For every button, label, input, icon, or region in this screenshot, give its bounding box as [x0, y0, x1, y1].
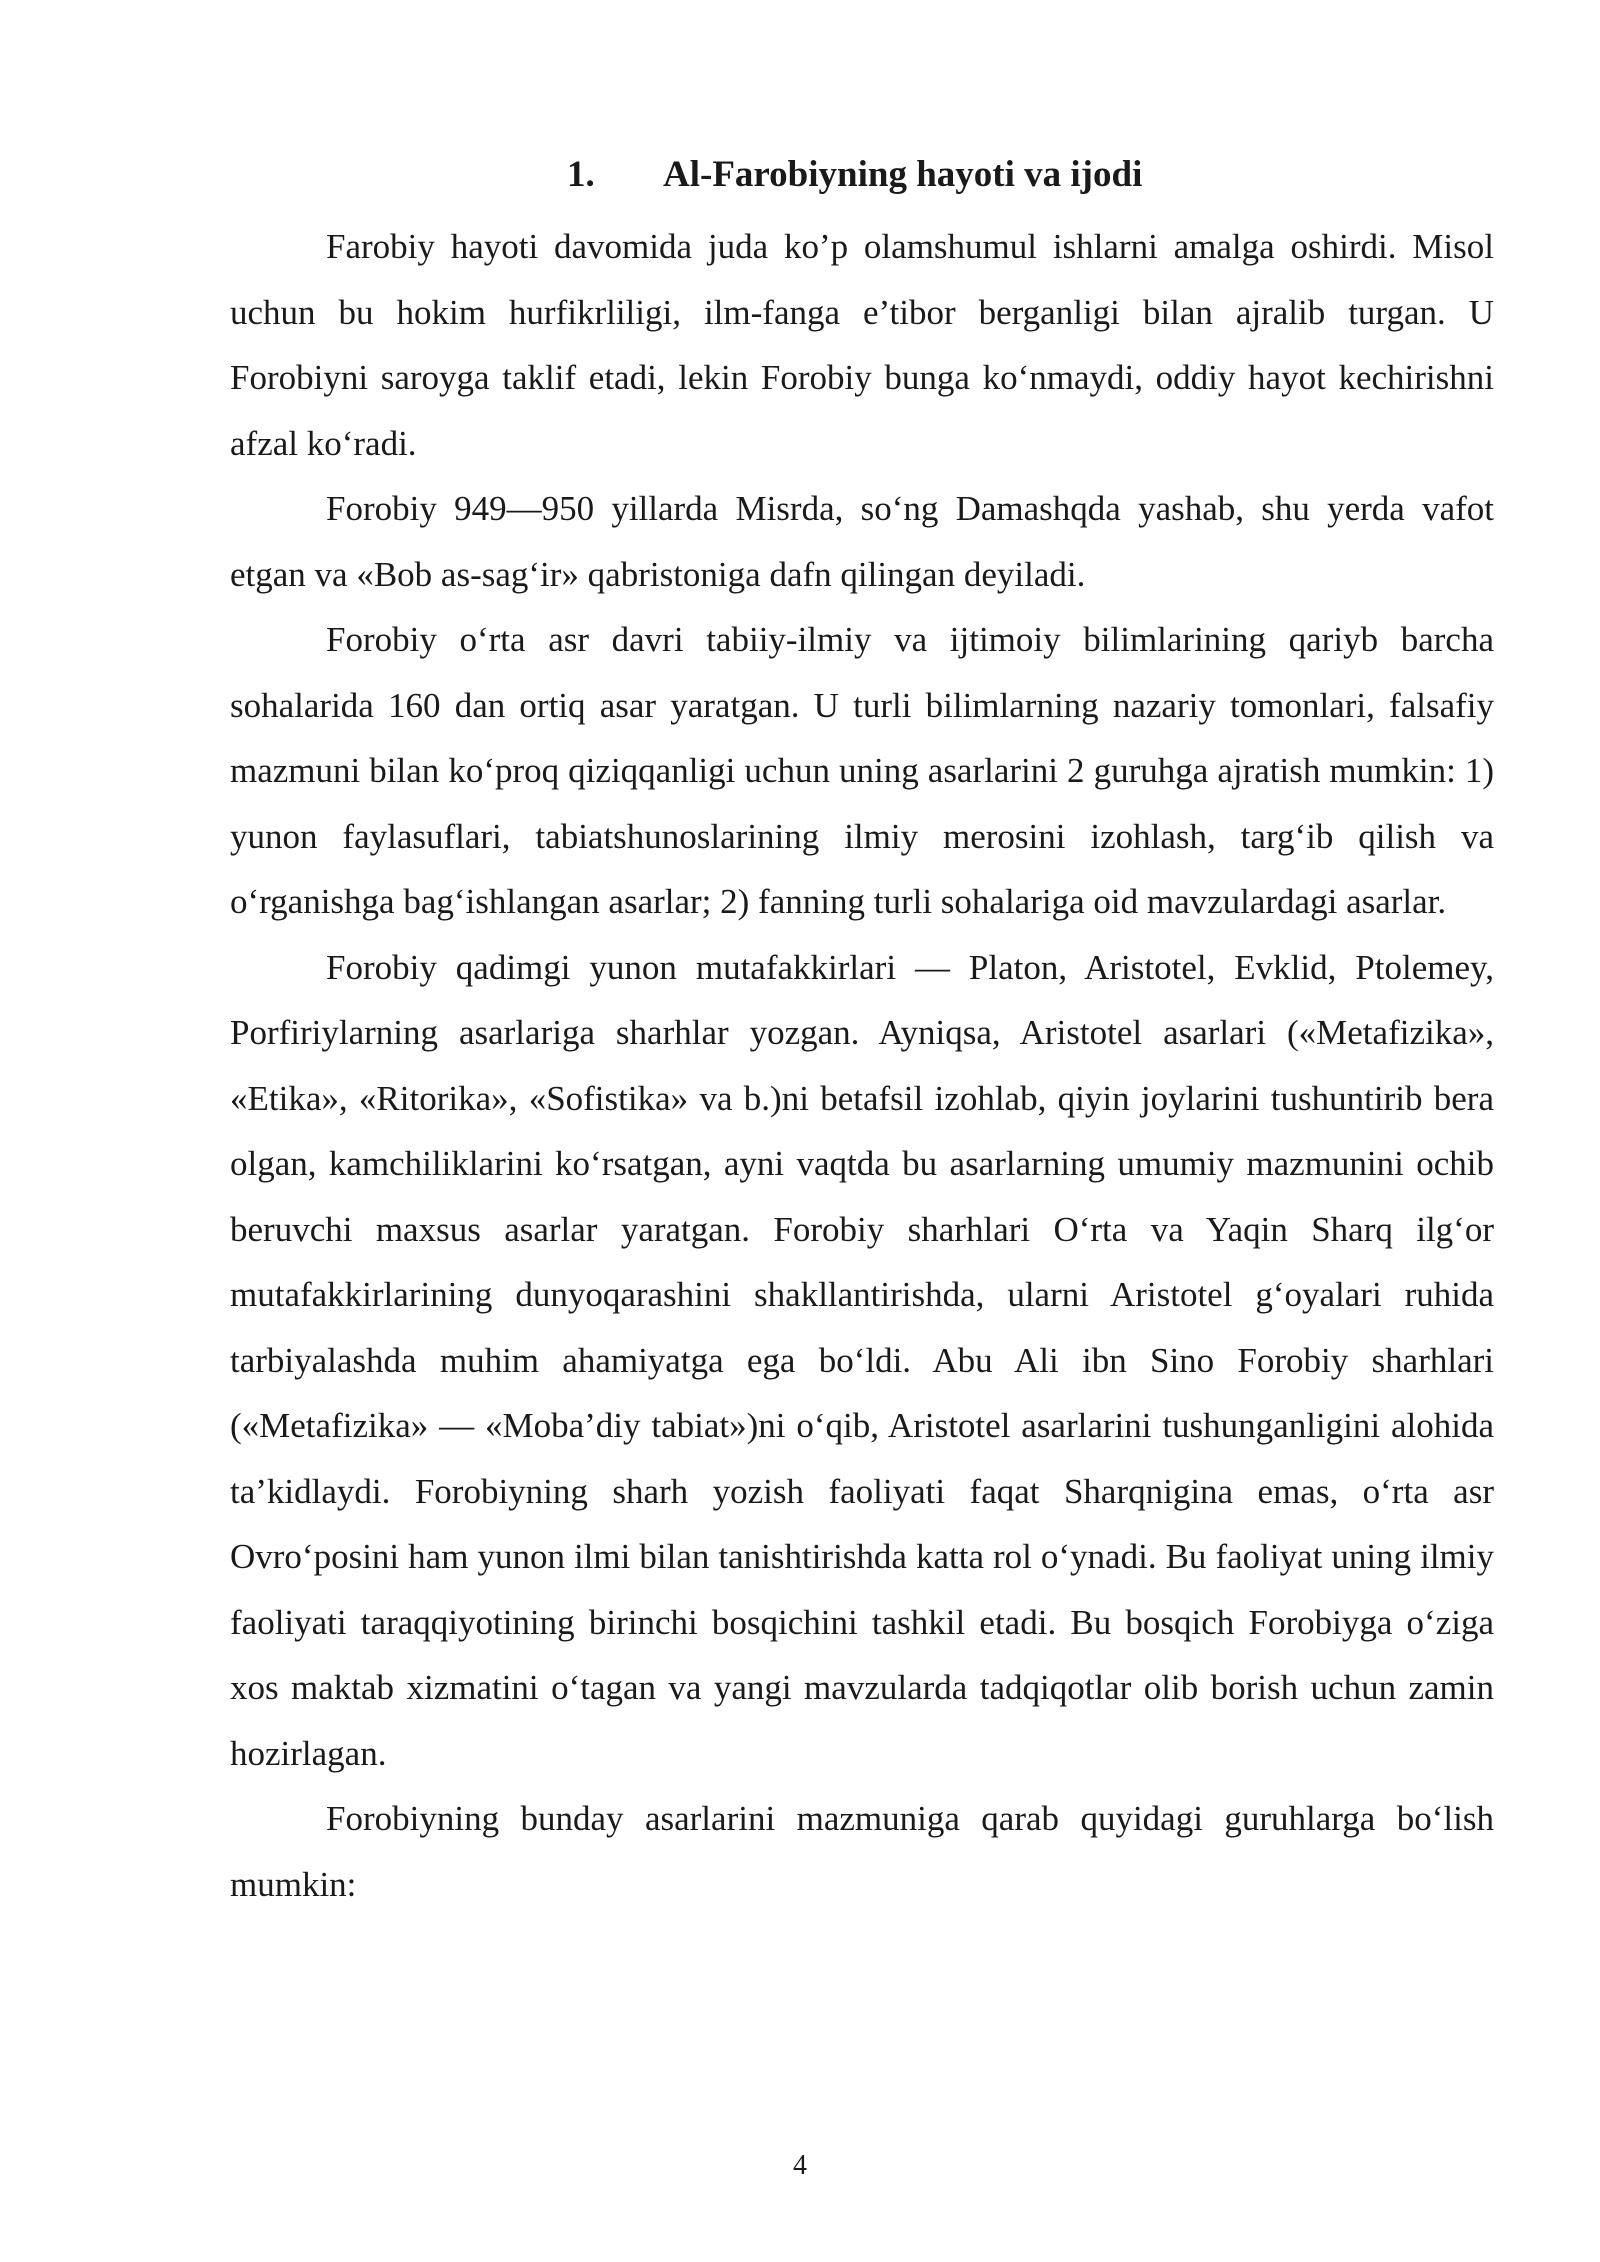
document-page — [230, 150, 1494, 1917]
paragraph-3: Forobiy o‘rta asr davri tabiiy-ilmiy va ijtimoiy bilimlarining qariyb barcha sohalarida 160 dan ortiq asar yaratgan. U turli bilimlarning nazariy tomonlari, falsafiy mazmuni bilan ko‘proq qiziqqanligi uchun uning asarlarini 2 guruhga ajratish mumkin: 1) yunon faylasuflari, tabiatshunoslarining ilmiy merosini izohlash, targ‘ib qilish va o‘rganishga bag‘ishlangan asarlar; 2) fanning turli sohalariga oid mavzulardagi asarlar. — [230, 620, 1494, 921]
section-heading — [230, 150, 1494, 200]
page-number: 4 — [793, 2150, 807, 2181]
paragraph-4: Forobiy qadimgi yunon mutafakkirlari — Platon, Aristotel, Evklid, Ptolemey, Porfiriylarning asarlariga sharhlar yozgan. Ayniqsa, Aristotel asarlari («Metafizika», «Etika», «Ritorika», «Sofistika» va b.)ni betafsil izohlab, qiyin joylarini tushuntirib bera olgan, kamchiliklarini ko‘rsatgan, ayni vaqtda bu asarlarning umumiy mazmunini ochib beruvchi maxsus asarlar yaratgan. Forobiy sharhlari O‘rta va Yaqin Sharq ilg‘or mutafakkirlarining dunyoqarashini shakllantirishda, ularni Aristotel g‘oyalari ruhida tarbiyalashda muhim ahamiyatga ega bo‘ldi. Abu Ali ibn Sino Forobiy sharhlari («Metafizika» — «Moba’diy tabiat»)ni o‘qib, Aristotel asarlarini tushunganligini alohida ta’kidlaydi. Forobiyning sharh yozish faoliyati faqat Sharqnigina emas, o‘rta asr Ovro‘posini ham yunon ilmi bilan tanishtirishda katta rol o‘ynadi. Bu faoliyat uning ilmiy faoliyati taraqqiyotining birinchi bosqichini tashkil etadi. Bu bosqich Forobiyga o‘ziga xos maktab xizmatini o‘tagan va yangi mavzularda tadqiqotlar olib borish uchun zamin hozirlagan. — [230, 947, 1494, 1773]
paragraph-2: Forobiy 949—950 yillarda Misrda, so‘ng Damashqda yashab, shu yerda vafot etgan va «Bob as-sag‘ir» qabristoniga dafn qilingan deyiladi. — [230, 489, 1494, 594]
section-number: 1. — [567, 154, 595, 195]
paragraph-5: Forobiyning bunday asarlarini mazmuniga qarab quyidagi guruhlarga bo‘lish mumkin: — [230, 1799, 1494, 1904]
paragraph-1: Farobiy hayoti davomida juda ko’p olamshumul ishlarni amalga oshirdi. Misol uchun bu hokim hurfikrliligi, ilm-fanga e’tibor berganligi bilan ajralib turgan. U Forobiyni saroyga taklif etadi, lekin Forobiy bunga ko‘nmaydi, oddiy hayot kechirishni afzal ko‘radi. — [230, 227, 1494, 463]
section-title: Al-Farobiyning hayoti va ijodi — [663, 154, 1143, 195]
